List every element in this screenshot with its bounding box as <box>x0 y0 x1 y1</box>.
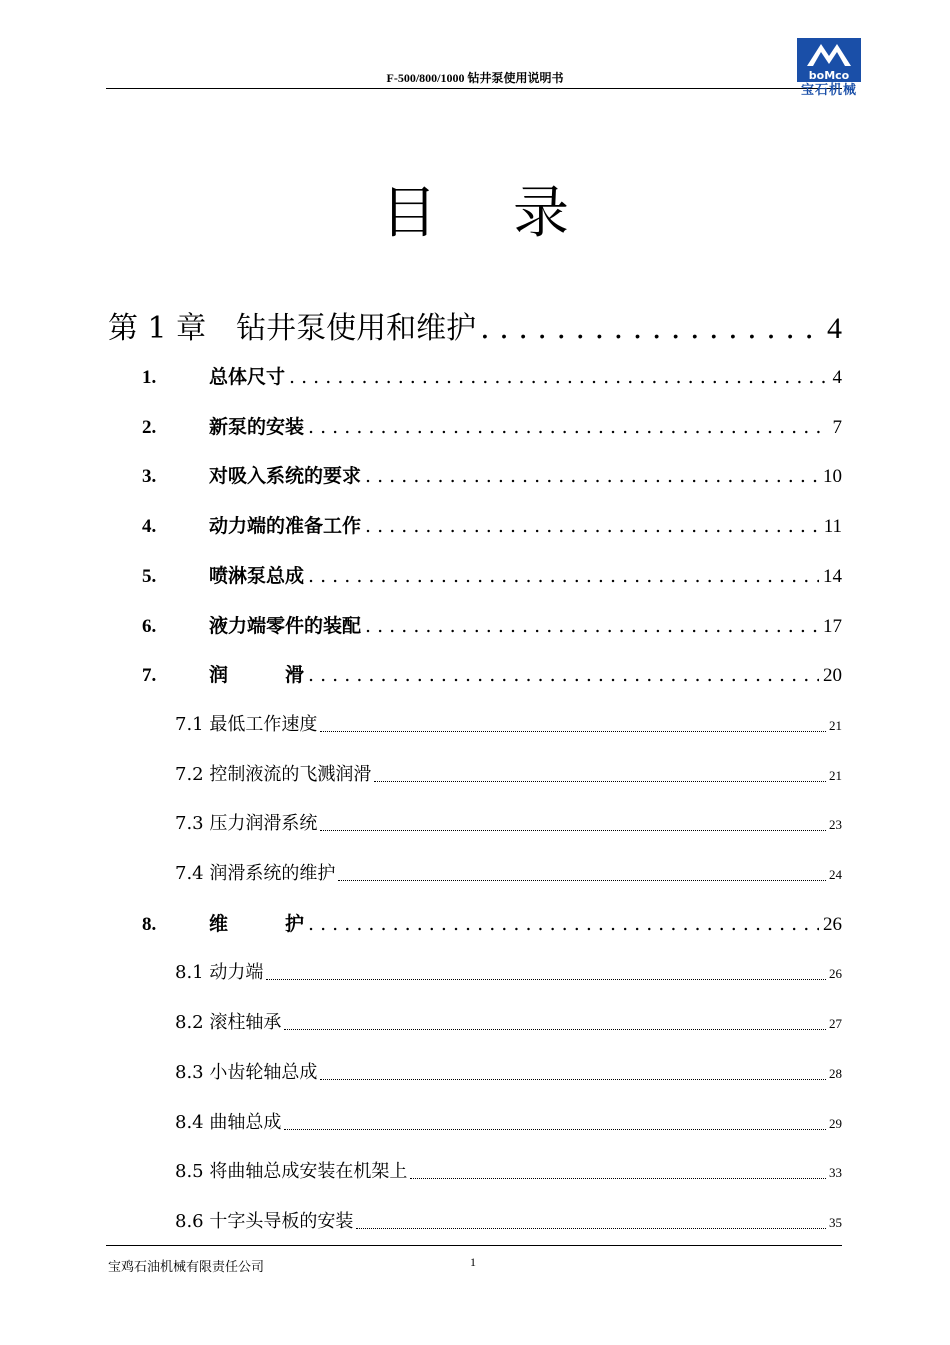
toc-subsection-label: 8.6 十字头导板的安装 <box>175 1211 354 1232</box>
toc-subsection-row[interactable] <box>175 859 842 885</box>
toc-dot-leader <box>308 913 819 935</box>
logo-text: 宝石机械 <box>800 83 857 98</box>
toc-page-number: 4 <box>832 367 842 388</box>
toc-dot-leader <box>338 879 826 881</box>
logo-mark-text: boMco <box>808 69 850 82</box>
toc-section-row[interactable] <box>142 511 842 538</box>
toc-dot-leader <box>308 664 819 686</box>
toc-page-number: 10 <box>823 466 842 487</box>
toc-subsection-label: 8.5 将曲轴总成安装在机架上 <box>175 1161 408 1182</box>
toc-section-row[interactable] <box>142 660 842 687</box>
header-rule <box>106 88 842 89</box>
toc-dot-leader <box>289 366 828 388</box>
toc-subsection-label: 7.1 最低工作速度 <box>175 714 318 735</box>
toc-section-label: 动力端的准备工作 <box>209 515 362 537</box>
toc-page-number: 21 <box>829 718 842 733</box>
toc-section-number: 1. <box>142 367 157 388</box>
toc-subsection-label: 7.4 润滑系统的维护 <box>175 863 336 884</box>
toc-page-number: 7 <box>832 417 842 438</box>
toc-page-number: 14 <box>823 566 842 587</box>
toc-section-row[interactable] <box>142 362 842 389</box>
toc-subsection-row[interactable] <box>175 1157 842 1183</box>
toc-subsection-row[interactable] <box>175 760 842 786</box>
page-header-title: F-500/800/1000 钻井泵使用说明书 <box>386 71 564 85</box>
toc-section-label: 液力端零件的装配 <box>209 615 362 637</box>
toc-page-number: 26 <box>829 966 842 981</box>
toc-page-number: 21 <box>829 768 842 783</box>
toc-dot-leader <box>410 1177 826 1179</box>
toc-section-row[interactable] <box>142 461 842 488</box>
toc-section-number: 6. <box>142 616 157 637</box>
toc-chapter-page: 4 <box>827 312 842 345</box>
toc-section-label: 润 滑 <box>209 664 305 686</box>
toc-dot-leader <box>480 311 823 346</box>
toc-dot-leader <box>365 465 819 487</box>
toc-dot-leader <box>308 565 819 587</box>
toc-section-row[interactable] <box>142 561 842 588</box>
toc-subsection-row[interactable] <box>175 1108 842 1134</box>
toc-subsection-label: 8.2 滚柱轴承 <box>175 1012 282 1033</box>
toc-section-number: 2. <box>142 417 157 438</box>
toc-page-number: 17 <box>823 616 842 637</box>
toc-section-number: 7. <box>142 665 157 686</box>
toc-subsection-row[interactable] <box>175 1207 842 1233</box>
toc-page-number: 33 <box>829 1165 842 1180</box>
toc-subsection-label: 7.2 控制液流的飞溅润滑 <box>175 764 372 785</box>
toc-dot-leader <box>374 780 826 782</box>
toc-subsection-label: 7.3 压力润滑系统 <box>175 813 318 834</box>
toc-dot-leader <box>320 1078 826 1080</box>
toc-section-label: 对吸入系统的要求 <box>209 465 362 487</box>
toc-dot-leader <box>365 615 819 637</box>
toc-section-label: 总体尺寸 <box>209 366 286 388</box>
toc-subsection-label: 8.1 动力端 <box>175 962 264 983</box>
toc-dot-leader <box>284 1028 826 1030</box>
toc-subsection-label: 8.3 小齿轮轴总成 <box>175 1062 318 1083</box>
toc-subsection-row[interactable] <box>175 809 842 835</box>
toc-subsection-row[interactable] <box>175 1008 842 1034</box>
toc-subsection-row[interactable] <box>175 958 842 984</box>
toc-subsection-row[interactable] <box>175 1058 842 1084</box>
footer-rule <box>106 1245 842 1246</box>
toc-page-number: 23 <box>829 817 842 832</box>
toc-dot-leader <box>320 829 826 831</box>
toc-dot-leader <box>365 515 820 537</box>
toc-page-number: 24 <box>829 867 842 882</box>
toc-section-label: 维 护 <box>209 913 305 935</box>
toc-dot-leader <box>320 730 826 732</box>
toc-page-number: 35 <box>829 1215 842 1230</box>
toc-chapter-row[interactable] <box>108 303 842 347</box>
logo-mark-icon <box>797 38 861 82</box>
toc-page-number: 20 <box>823 665 842 686</box>
toc-section-row[interactable] <box>142 412 842 439</box>
toc-dot-leader <box>266 978 826 980</box>
toc-chapter-label: 第 1 章 钻井泵使用和维护 <box>108 311 477 346</box>
toc-section-number: 8. <box>142 914 157 935</box>
toc-section-label: 喷淋泵总成 <box>209 565 305 587</box>
toc-dot-leader <box>308 416 828 438</box>
toc-page-number: 26 <box>823 914 842 935</box>
toc-section-number: 5. <box>142 566 157 587</box>
toc-section-label: 新泵的安装 <box>209 416 305 438</box>
toc-dot-leader <box>356 1227 826 1229</box>
toc-subsection-row[interactable] <box>175 710 842 736</box>
toc-section-row[interactable] <box>142 909 842 936</box>
toc-page-number: 11 <box>823 516 842 537</box>
toc-subsection-label: 8.4 曲轴总成 <box>175 1112 282 1133</box>
footer-company: 宝鸡石油机械有限责任公司 <box>108 1260 265 1275</box>
toc-page-number: 27 <box>829 1016 842 1031</box>
toc-page-number: 28 <box>829 1066 842 1081</box>
toc-section-number: 3. <box>142 466 157 487</box>
company-logo <box>797 38 861 100</box>
toc-dot-leader <box>284 1128 826 1130</box>
toc-section-row[interactable] <box>142 611 842 638</box>
toc-title: 目录 <box>381 181 645 246</box>
toc-section-number: 4. <box>142 516 157 537</box>
footer-page-number: 1 <box>470 1255 476 1269</box>
toc-page-number: 29 <box>829 1116 842 1131</box>
